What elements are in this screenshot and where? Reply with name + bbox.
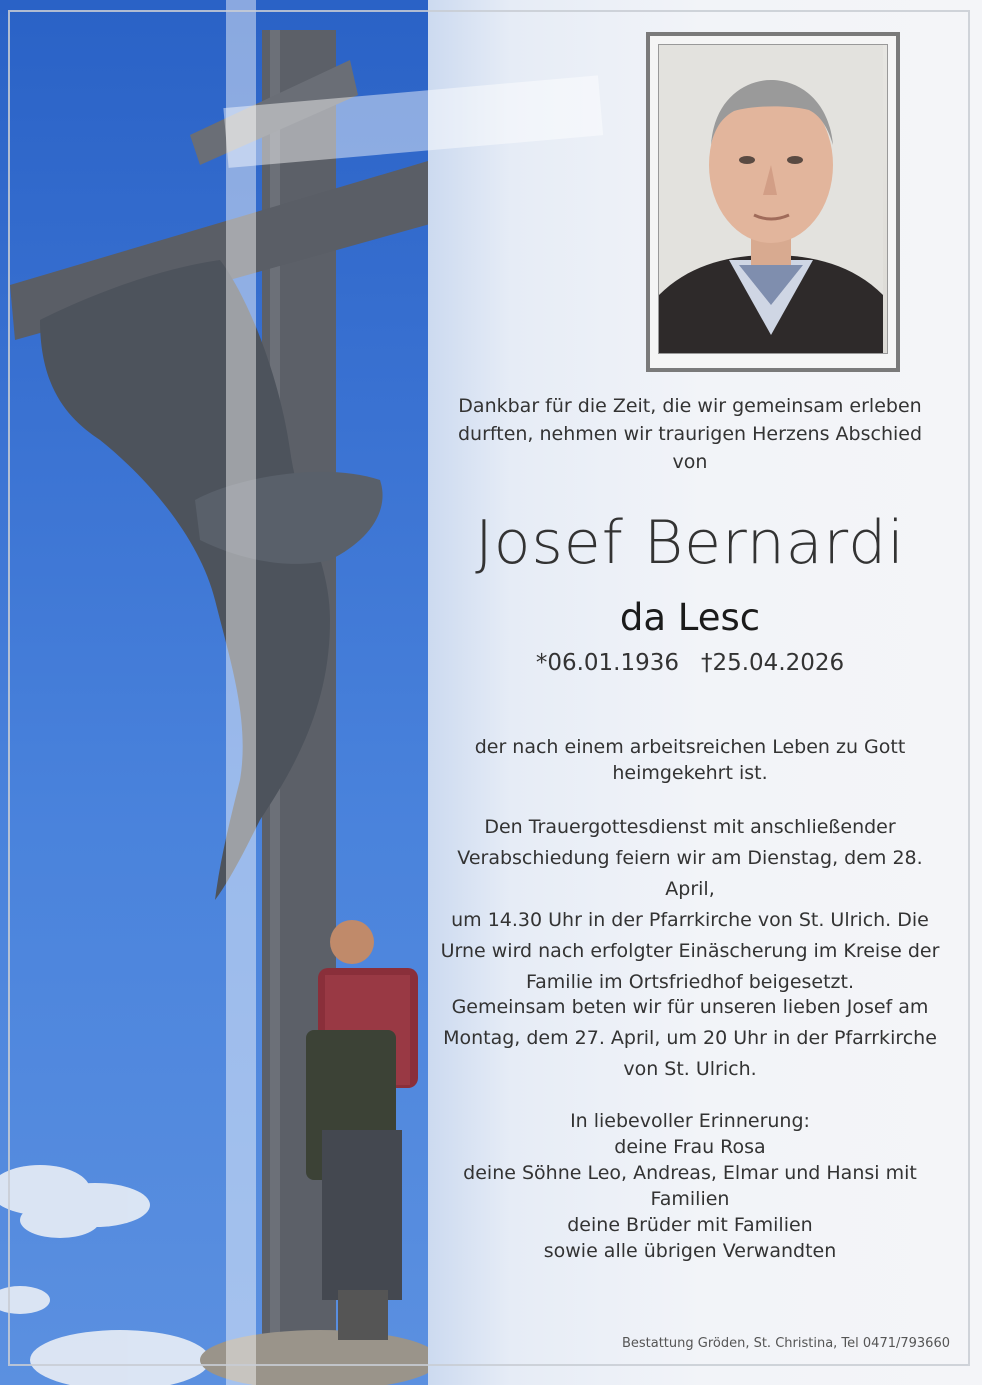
death-date: †25.04.2026 [700, 650, 845, 676]
text-line: Verabschiedung feiern wir am Dienstag, dem 28. April, [457, 847, 923, 900]
intro-line: durften, nehmen wir traurigen Herzens Abschied von [457, 423, 923, 473]
paragraph-mourners [440, 1108, 940, 1264]
text-line: deine Brüder mit Familien [567, 1214, 813, 1236]
deceased-name: Josef Bernardi [475, 508, 905, 578]
text-line: um 14.30 Uhr in der Pfarrkirche von St. Ulrich. Die [451, 909, 929, 931]
decorative-band [226, 0, 256, 1385]
text-line: deine Frau Rosa [614, 1136, 766, 1158]
text-line: heimgekehrt ist. [612, 762, 768, 784]
portrait-illustration [659, 45, 883, 354]
intro-line: Dankbar für die Zeit, die wir gemeinsam erleben [458, 395, 922, 417]
crucifix-illustration [0, 0, 430, 1385]
text-line: Familie im Ortsfriedhof beigesetzt. [525, 971, 855, 993]
text-line: Den Trauergottesdienst mit anschließender [484, 816, 896, 838]
cross-photo [0, 0, 430, 1385]
funeral-home-footer: Bestattung Gröden, St. Christina, Tel 0471/793660 [621, 1336, 950, 1351]
text-line: der nach einem arbeitsreichen Leben zu Gott [474, 736, 906, 758]
deceased-nickname: da Lesc [619, 596, 761, 639]
text-line: Montag, dem 27. April, um 20 Uhr in der Pfarrkirche [443, 1027, 937, 1049]
text-line: von St. Ulrich. [623, 1058, 757, 1080]
text-line: Familien [650, 1188, 730, 1210]
paragraph-homecoming [440, 734, 940, 786]
text-line: sowie alle übrigen Verwandten [543, 1240, 837, 1262]
text-line: Gemeinsam beten wir für unseren lieben Josef am [451, 996, 929, 1018]
birth-date: *06.01.1936 [535, 650, 680, 676]
intro-text [440, 392, 940, 476]
portrait-photo-frame [646, 32, 900, 372]
text-line: deine Söhne Leo, Andreas, Elmar und Hansi mit [463, 1162, 917, 1184]
text-line: Urne wird nach erfolgter Einäscherung im Kreise der [440, 940, 940, 962]
life-dates [440, 646, 940, 680]
text-line: In liebevoller Erinnerung: [570, 1110, 810, 1132]
paragraph-funeral-service [440, 812, 940, 998]
paragraph-prayer [440, 992, 940, 1085]
portrait-photo [658, 44, 888, 354]
